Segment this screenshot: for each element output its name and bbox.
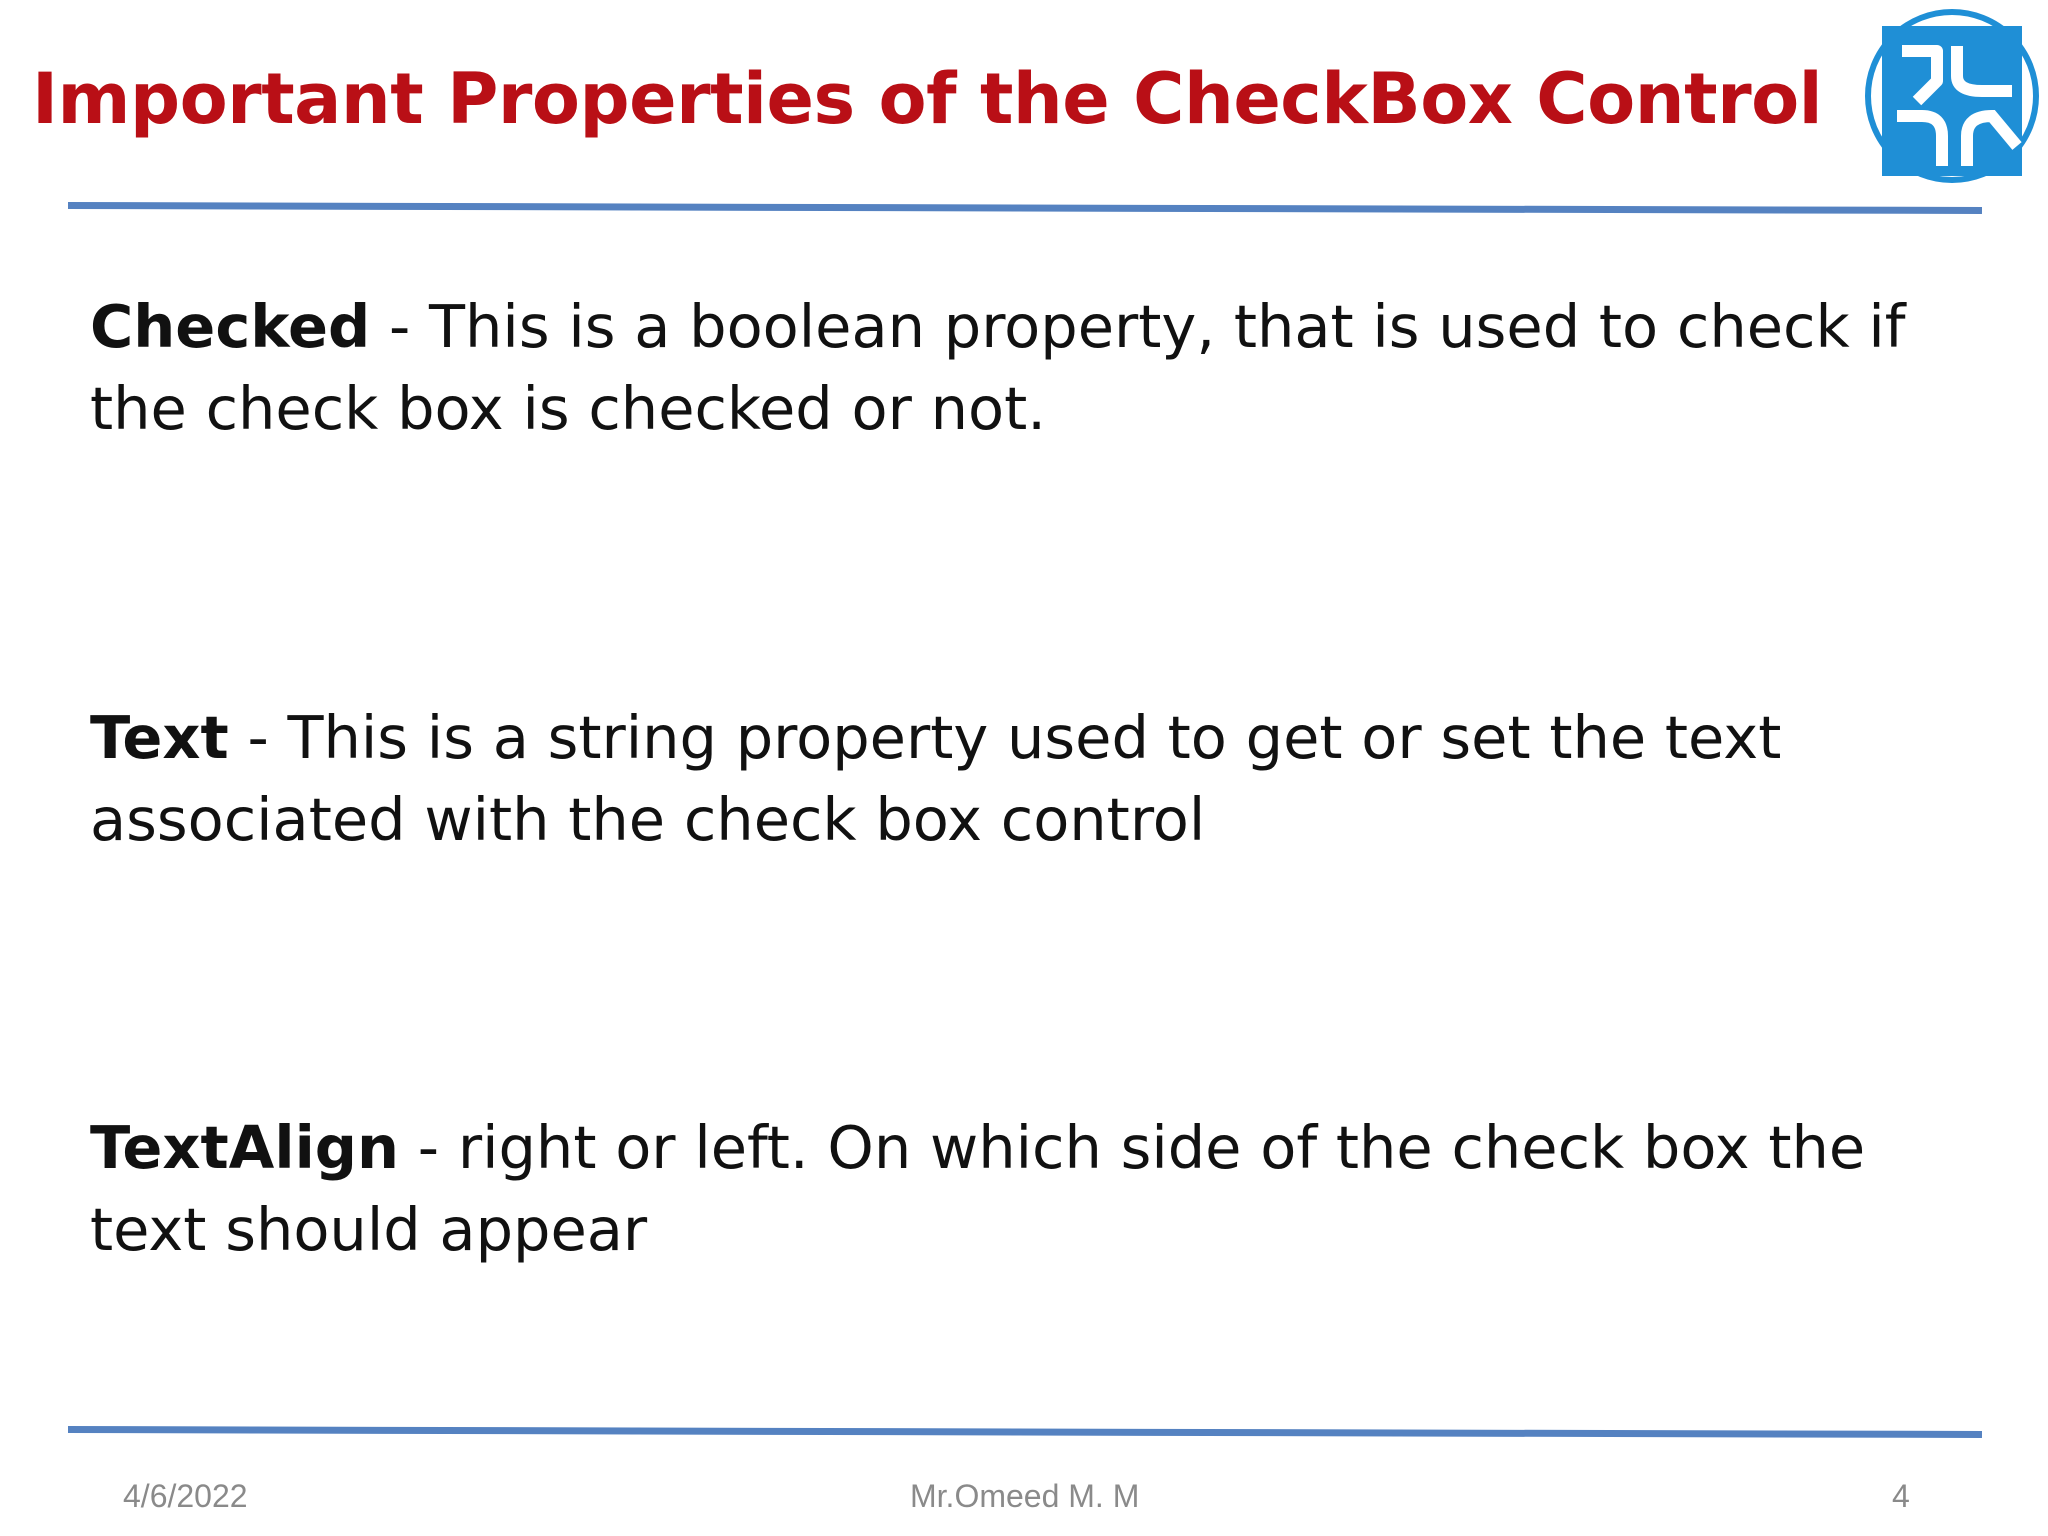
footer-page-number: 4 [1892, 1478, 1910, 1514]
property-description: - This is a boolean property, that is used to check if the check box is checked or not. [90, 292, 1906, 443]
title-divider [68, 202, 1982, 214]
property-term: Checked [90, 292, 371, 361]
footer-author: Mr.Omeed M. M [910, 1478, 1140, 1514]
property-checked [90, 286, 1970, 450]
footer-divider [68, 1426, 1982, 1438]
property-text [90, 697, 1970, 861]
property-description: - This is a string property used to get or set the text associated with the check box control [90, 703, 1782, 854]
property-textalign [90, 1107, 1970, 1271]
property-description: - right or left. On which side of the check box the text should appear [90, 1113, 1866, 1264]
slide-title: Important Properties of the CheckBox Control [32, 58, 1823, 140]
institution-logo-icon [1862, 6, 2042, 186]
footer-date: 4/6/2022 [123, 1478, 248, 1514]
property-term: TextAlign [90, 1113, 400, 1182]
property-term: Text [90, 703, 229, 772]
